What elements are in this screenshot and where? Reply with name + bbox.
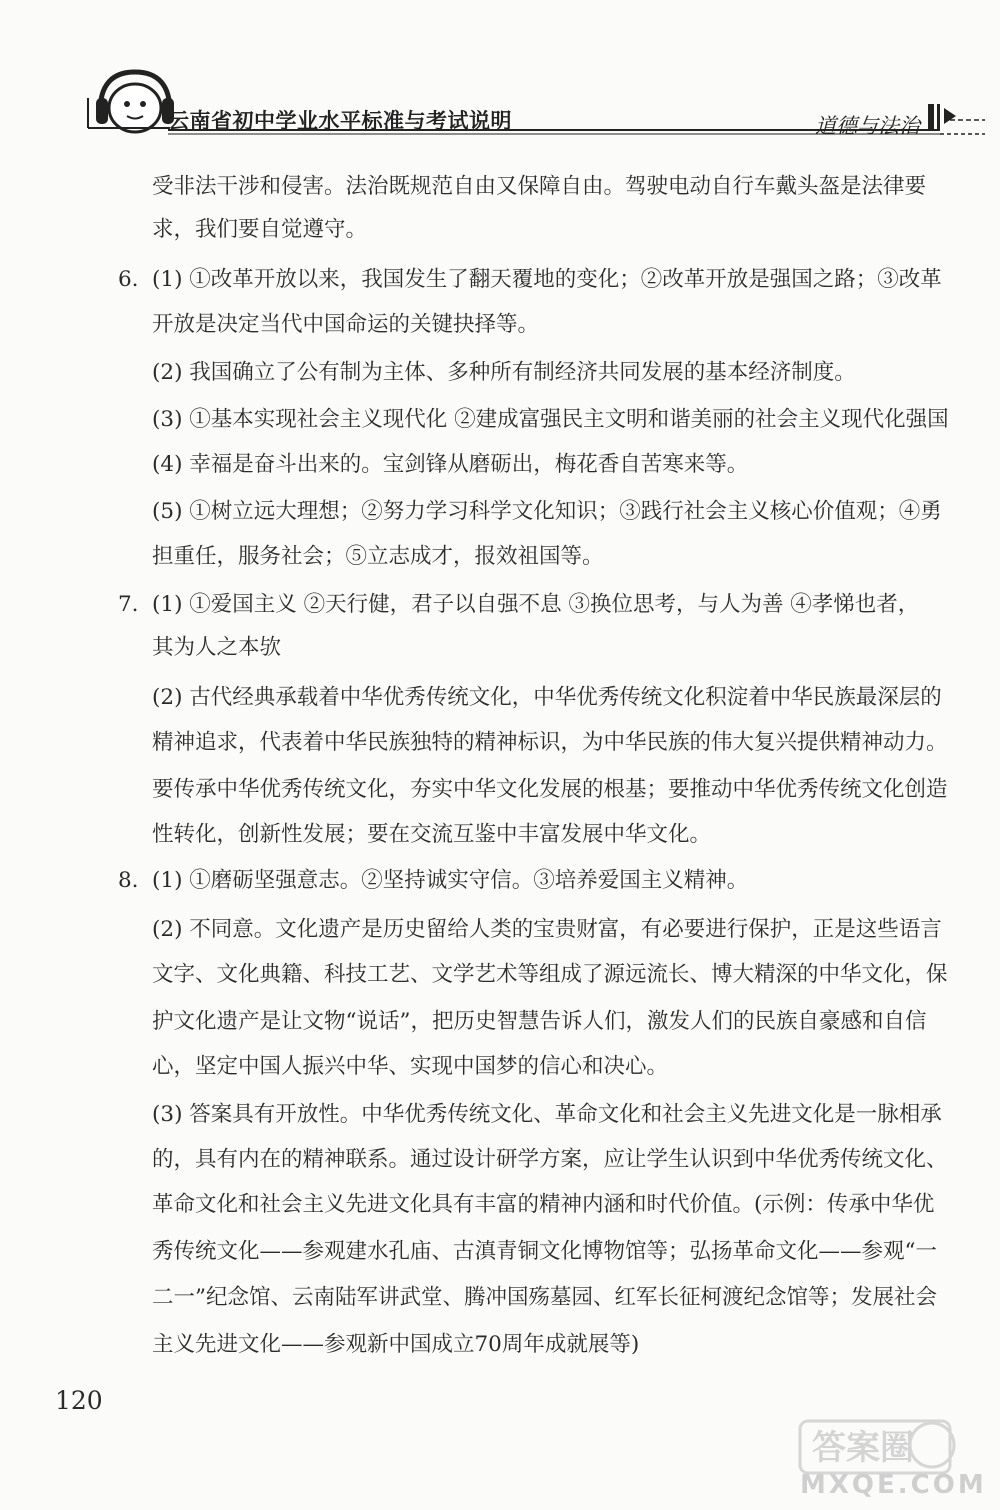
text-line: (1) ①磨砺坚强意志。②坚持诚实守信。③培养爱国主义精神。 bbox=[152, 868, 749, 893]
text-line: 其为人之本欤 bbox=[152, 635, 282, 660]
text-line: 心，坚定中国人振兴中华、实现中国梦的信心和决心。 bbox=[152, 1054, 669, 1079]
text-line: 的，具有内在的精神联系。通过设计研学方案，应让学生认识到中华优秀传统文化、 bbox=[152, 1147, 948, 1172]
text-line: (1) ①爱国主义 ②天行健，君子以自强不息 ③换位思考，与人为善 ④孝悌也者， bbox=[152, 592, 920, 617]
text-line: (2) 不同意。文化遗产是历史留给人类的宝贵财富，有必要进行保护，正是这些语言 bbox=[152, 917, 942, 942]
text-line: (1) ①改革开放以来，我国发生了翻天覆地的变化；②改革开放是强国之路；③改革 bbox=[152, 267, 942, 292]
text-line: 求，我们要自觉遵守。 bbox=[152, 217, 368, 242]
text-line: 性转化，创新性发展；要在交流互鉴中丰富发展中华文化。 bbox=[152, 822, 712, 847]
text-line: 革命文化和社会主义先进文化具有丰富的精神内涵和时代价值。(示例：传承中华优 bbox=[152, 1192, 935, 1217]
text-line: 主义先进文化——参观新中国成立70周年成就展等) bbox=[152, 1332, 640, 1357]
text-line: 文字、文化典籍、科技工艺、文学艺术等组成了源远流长、博大精深的中华文化，保 bbox=[152, 962, 948, 987]
text-line: 担重任，服务社会；⑤立志成才，报效祖国等。 bbox=[152, 544, 604, 569]
text-line: (3) 答案具有开放性。中华优秀传统文化、革命文化和社会主义先进文化是一脉相承 bbox=[152, 1102, 942, 1127]
text-line: (3) ①基本实现社会主义现代化 ②建成富强民主文明和谐美丽的社会主义现代化强国 bbox=[152, 407, 949, 432]
text-line: 要传承中华优秀传统文化，夯实中华文化发展的根基；要推动中华优秀传统文化创造 bbox=[152, 777, 948, 802]
watermark-logo-text: 答案圈 bbox=[812, 1428, 914, 1468]
text-line: (2) 我国确立了公有制为主体、多种所有制经济共同发展的基本经济制度。 bbox=[152, 360, 856, 385]
page-number: 120 bbox=[55, 1386, 103, 1415]
mascot-headphone-icon bbox=[96, 72, 174, 132]
text-line: (2) 古代经典承载着中华优秀传统文化，中华优秀传统文化积淀着中华民族最深层的 bbox=[152, 685, 942, 710]
watermark-text: MXQE.COM bbox=[800, 1470, 987, 1500]
text-line: 秀传统文化——参观建水孔庙、古滇青铜文化博物馆等；弘扬革命文化——参观“一 bbox=[152, 1239, 937, 1264]
text-line: 二一”纪念馆、云南陆军讲武堂、腾冲国殇墓园、红军长征柯渡纪念馆等；发展社会 bbox=[152, 1285, 937, 1310]
text-line: 护文化遗产是让文物“说话”，把历史智慧告诉人们，激发人们的民族自豪感和自信 bbox=[152, 1009, 927, 1034]
question-number: 6. bbox=[118, 267, 139, 292]
subject-title: 道德与法治 bbox=[815, 114, 920, 138]
question-number: 8. bbox=[118, 868, 139, 893]
text-line: 开放是决定当代中国命运的关键抉择等。 bbox=[152, 312, 540, 337]
text-line: 精神追求，代表着中华民族独特的精神标识，为中华民族的伟大复兴提供精神动力。 bbox=[152, 730, 948, 755]
text-line: (5) ①树立远大理想；②努力学习科学文化知识；③践行社会主义核心价值观；④勇 bbox=[152, 499, 942, 524]
book-title: 云南省初中学业水平标准与考试说明 bbox=[168, 109, 512, 133]
text-line: 受非法干涉和侵害。法治既规范自由又保障自由。驾驶电动自行车戴头盔是法律要 bbox=[152, 174, 927, 199]
question-number: 7. bbox=[118, 592, 139, 617]
page-header bbox=[0, 0, 1000, 150]
text-line: (4) 幸福是奋斗出来的。宝剑锋从磨砺出，梅花香自苦寒来等。 bbox=[152, 452, 749, 477]
